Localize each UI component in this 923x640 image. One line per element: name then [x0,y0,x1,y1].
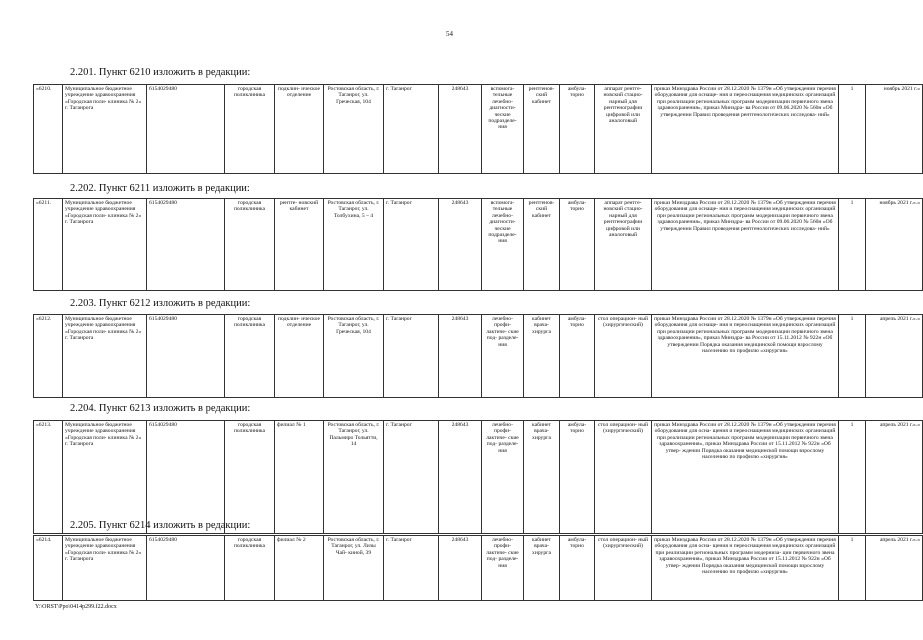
delivery-date: апрель 2021 г.».» [866,421,923,534]
delivery-date: апрель 2021 г.».» [866,536,923,601]
organization-name: Муниципальное бюджетное учреждение здравоохранения «Городская поли- клиника № 2» г. Таганрога [63,536,147,601]
data-table [33,198,923,291]
quantity: 1 [839,199,866,291]
data-table [33,84,923,174]
organization-name: Муниципальное бюджетное учреждение здравоохранения «Городская поли- клиника № 2» г. Таганрога [63,199,147,291]
okato-code: 248643 [439,536,482,601]
care-mode: амбула- торно [560,421,595,534]
quantity: 1 [839,536,866,601]
table-row [34,199,923,291]
inn-code: 6154029480 [147,315,225,398]
address: Ростовская область, г. Таганрог, ул. Толбухина, 5 – 4 [324,199,384,291]
unit-name: подклин- ическое отделение [275,85,324,174]
organization-name: Муниципальное бюджетное учреждение здравоохранения «Городская поли- клиника № 2» г. Таганрога [63,315,147,398]
section-heading: 2.202. Пункт 6211 изложить в редакции: [70,183,250,194]
section-heading: 2.201. Пункт 6210 изложить в редакции: [70,67,251,78]
facility-type: городская поликлиника [225,85,275,174]
equipment: стол операцион- ный (хирургический) [595,536,652,601]
section-heading: 2.203. Пункт 6212 изложить в редакции: [70,298,251,309]
address: Ростовская область, г. Таганрог, ул. Лизы Чай- киной, 39 [324,536,384,601]
facility-type: городская поликлиника [225,421,275,534]
table-row [34,315,923,398]
legal-basis: приказ Минздрава России от 28.12.2020 № 1379н «Об утверждении перечня оборудования для осна- щения и переоснащения медицинских организаций при реализации региональных программ модерниза- ции первичного звена здравоохранения», приказ Минздрава России от 15.11.2012 № 922н «Об утвер- ждении Порядка оказания медицинской помощи взрослому населению по профилю «хирургия» [652,536,839,601]
data-table [33,420,923,534]
delivery-date: ноябрь 2021 г.» [866,85,923,174]
legal-basis: приказ Минздрава России от 28.12.2020 № 1379н «Об утверждении перечня оборудования для осна- щения и переоснащения медицинских организаций при реализации региональных программ модернизации первичного звена здравоохранения», приказ Минздрава России от 15.11.2012 № 922н «Об утвер- ждении Порядка оказания медицинской помощи взрослому населению по профилю «хирургия» [652,421,839,534]
room-type: кабинет врача- хирурга [524,421,560,534]
facility-type: городская поликлиника [225,536,275,601]
legal-basis: приказ Минздрава России от 28.12.2020 № 1379н «Об утверждении перечня оборудования для оснаще- ния и переоснащения медицинских организаций при реализации региональных программ модернизации первичного звена здравоохранения», приказ Минздра- ва России от 09.06.2020 № 560н «Об утверждении Правил проведения рентгенологических исследова- ний» [652,199,839,291]
inn-code: 6154029480 [147,421,225,534]
okato-code: 248643 [439,85,482,174]
care-mode: амбула- торно [560,199,595,291]
city: г. Таганрог [384,85,439,174]
care-division: лечебно- профи- лактиче- ские под- разделе- ния [482,315,524,398]
legal-basis: приказ Минздрава России от 28.12.2020 № 1379н «Об утверждении перечня оборудования для оснаще- ния и переоснащения медицинских организаций при реализации региональных программ модернизации первичного звена здравоохранения», приказ Минздра- ва России от 09.06.2020 № 560н «Об утверждении Правил проведения рентгенологических исследова- ний» [652,85,839,174]
quantity: 1 [839,421,866,534]
care-mode: амбула- торно [560,536,595,601]
delivery-date: ноябрь 2021 г.».» [866,199,923,291]
quantity: 1 [839,85,866,174]
care-division: вспомога- тельные лечебно- диагности- ческие подразделе- ния [482,85,524,174]
row-number: «6214. [34,536,63,601]
unit-name: филиал № 1 [275,421,324,534]
care-mode: амбула- торно [560,315,595,398]
organization-name: Муниципальное бюджетное учреждение здравоохранения «Городская поли- клиника № 2» г. Таганрога [63,85,147,174]
address: Ростовская область, г. Таганрог, ул. Греческая, 104 [324,315,384,398]
okato-code: 248643 [439,199,482,291]
row-number: «6211. [34,199,63,291]
city: г. Таганрог [384,199,439,291]
row-number: «6212. [34,315,63,398]
organization-name: Муниципальное бюджетное учреждение здравоохранения «Городская поли- клиника № 2» г. Таганрога [63,421,147,534]
section-heading: 2.205. Пункт 6214 изложить в редакции: [70,520,251,531]
okato-code: 248643 [439,315,482,398]
inn-code: 6154029480 [147,536,225,601]
address: Ростовская область, г. Таганрог, ул. Пальмиро Тольятти, 14 [324,421,384,534]
facility-type: городская поликлиника [225,315,275,398]
legal-basis: приказ Минздрава России от 28.12.2020 № 1379н «Об утверждении перечня оборудования для оснаще- ния и переоснащения медицинских организаций при реализации региональных программ модернизации первичного звена здравоохранения», приказ Минздра- ва России от 15.11.2012 № 922н «Об утверждении Порядка оказания медицинской помощи взрослому населению по профилю «хирургия» [652,315,839,398]
unit-name: филиал № 2 [275,536,324,601]
table-row [34,536,923,601]
equipment: стол операцион- ный (хирургический) [595,315,652,398]
care-division: лечебно- профи- лактиче- ские под- разделе- ния [482,421,524,534]
delivery-date: апрель 2021 г.».» [866,315,923,398]
address: Ростовская область, г. Таганрог, ул. Греческая, 104 [324,85,384,174]
file-path-footer: Y:\ORST\Ppo\0414p299.f22.docx [35,604,117,610]
city: г. Таганрог [384,315,439,398]
city: г. Таганрог [384,536,439,601]
care-division: вспомога- тельные лечебно- диагности- ческие подразделе- ния [482,199,524,291]
unit-name: рентге- новский кабинет [275,199,324,291]
section-heading: 2.204. Пункт 6213 изложить в редакции: [70,403,251,414]
inn-code: 6154029480 [147,85,225,174]
inn-code: 6154029480 [147,199,225,291]
room-type: кабинет врача- хирурга [524,315,560,398]
row-number: «6213. [34,421,63,534]
equipment: стол операцион- ный (хирургический) [595,421,652,534]
quantity: 1 [839,315,866,398]
unit-name: подклин- ическое отделение [275,315,324,398]
okato-code: 248643 [439,421,482,534]
row-number: «6210. [34,85,63,174]
room-type: рентгенов- ский кабинет [524,85,560,174]
table-row [34,85,923,174]
equipment: аппарат рентге- новский стацио- нарный для рентгенографии цифровой или аналоговый [595,85,652,174]
care-mode: амбула- торно [560,85,595,174]
equipment: аппарат рентге- новский стацио- нарный для рентгенографии цифровой или аналоговый [595,199,652,291]
data-table [33,314,923,398]
facility-type: городская поликлиника [225,199,275,291]
care-division: лечебно- профи- лактиче- ские под- разделе- ния [482,536,524,601]
room-type: кабинет врача- хирурга [524,536,560,601]
room-type: рентгенов- ский кабинет [524,199,560,291]
city: г. Таганрог [384,421,439,534]
data-table [33,535,923,601]
page-number: 54 [446,30,453,38]
table-row [34,421,923,534]
